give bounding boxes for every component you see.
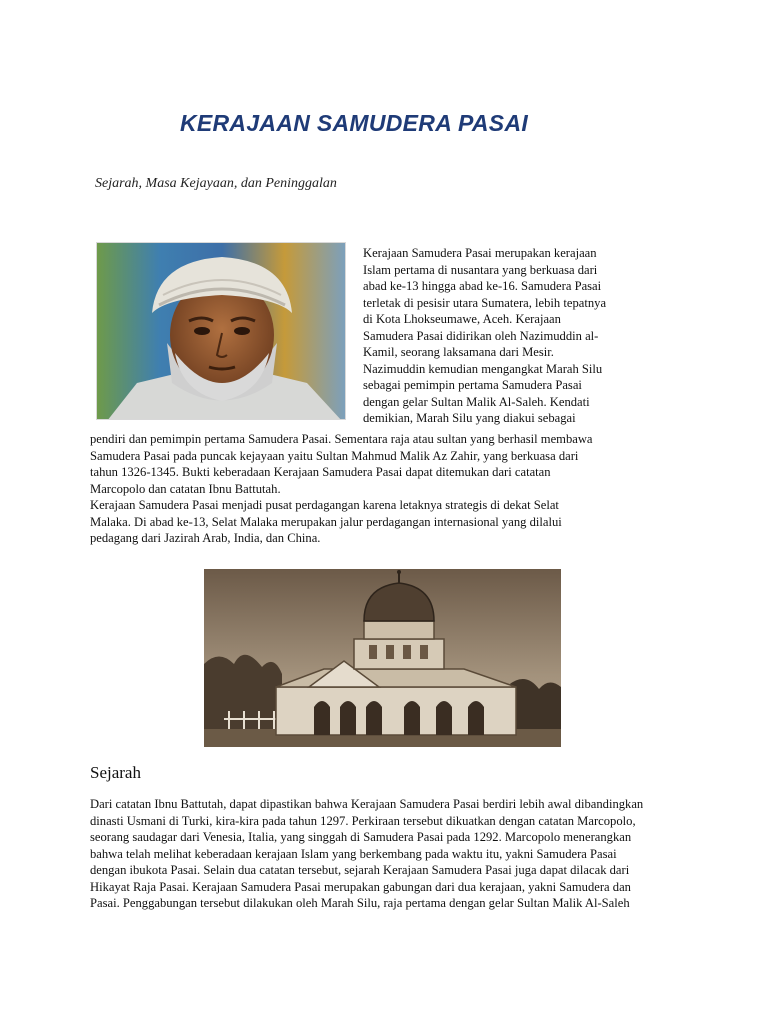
text-line: di Kota Lhokseumawe, Aceh. Kerajaan xyxy=(363,312,561,326)
text-line: Marcopolo dan catatan Ibnu Battutah. xyxy=(90,481,281,496)
text-line: tahun 1326-1345. Bukti keberadaan Kerajaan Samudera Pasai dapat ditemukan dari catatan xyxy=(90,465,551,479)
document-title: KERAJAAN SAMUDERA PASAI xyxy=(179,110,529,136)
text-line: Samudera Pasai didirikan oleh Nazimuddin al- xyxy=(363,328,599,343)
text-line: abad ke-13 hingga abad ke-16. Samudera Pasai xyxy=(363,279,602,293)
portrait-image xyxy=(96,242,346,420)
text-line: Kerajaan Samudera Pasai menjadi pusat perdagangan karena letaknya strategis di dekat Selat xyxy=(90,498,559,512)
text-line: Kerajaan Samudera Pasai merupakan kerajaan xyxy=(363,246,597,260)
text-line: Hikayat Raja Pasai. Kerajaan Samudera Pasai merupakan gabungan dari dua kerajaan, yakni Samudera dan xyxy=(90,879,631,894)
text-line: Nazimuddin kemudian mengangkat Marah Silu xyxy=(363,361,603,376)
text-line: bahwa telah melihat keberadaan kerajaan Islam yang berkembang pada waktu itu, yakni Samudera Pasai xyxy=(90,846,617,861)
text-line: Dari catatan Ibnu Battutah, dapat dipastikan bahwa Kerajaan Samudera Pasai berdiri lebih awal dibandingkan xyxy=(90,797,644,811)
intro-full-text xyxy=(90,431,690,547)
text-line: pendiri dan pemimpin pertama Samudera Pasai. Sementara raja atau sultan yang berhasil membawa xyxy=(90,432,593,446)
text-line: dinasti Usmani di Turki, kira-kira pada tahun 1297. Perkiraan tersebut dikuatkan dengan catatan Marcopolo, xyxy=(90,813,636,828)
text-line: Islam pertama di nusantara yang berkuasa dari xyxy=(363,262,598,277)
mosque-icon xyxy=(204,569,561,747)
text-line: pedagang dari Jazirah Arab, India, dan China. xyxy=(90,531,321,545)
text-line: sebagai pemimpin pertama Samudera Pasai xyxy=(363,378,582,392)
section-text xyxy=(90,796,690,912)
text-line: Malaka. Di abad ke-13, Selat Malaka merupakan jalur perdagangan internasional yang dilalui xyxy=(90,514,562,529)
text-line: dengan gelar Sultan Malik Al-Saleh. Kendati xyxy=(363,394,590,409)
text-line: Samudera Pasai pada puncak kejayaan yaitu Sultan Mahmud Malik Az Zahir, yang berkuasa dari xyxy=(90,448,579,463)
text-line: seorang saudagar dari Venesia, Italia, yang singgah di Samudera Pasai pada 1292. Marcopolo menerangkan xyxy=(90,830,632,844)
portrait-icon xyxy=(97,243,346,420)
text-line: Kamil, seorang laksamana dari Mesir. xyxy=(363,345,554,359)
text-line: Pasai. Penggabungan tersebut dilakukan oleh Marah Silu, raja pertama dengan gelar Sultan Malik Al-Saleh xyxy=(90,896,630,910)
intro-wrapped-text xyxy=(363,245,648,427)
mosque-image xyxy=(204,569,561,747)
section-heading: Sejarah xyxy=(90,763,141,782)
document-subtitle: Sejarah, Masa Kejayaan, dan Peninggalan xyxy=(95,176,337,191)
text-line: terletak di pesisir utara Sumatera, lebih tepatnya xyxy=(363,295,607,310)
text-line: demikian, Marah Silu yang diakui sebagai xyxy=(363,411,576,425)
text-line: dengan ibukota Pasai. Selain dua catatan tersebut, sejarah Kerajaan Samudera Pasai juga dapat dilacak dari xyxy=(90,863,630,877)
